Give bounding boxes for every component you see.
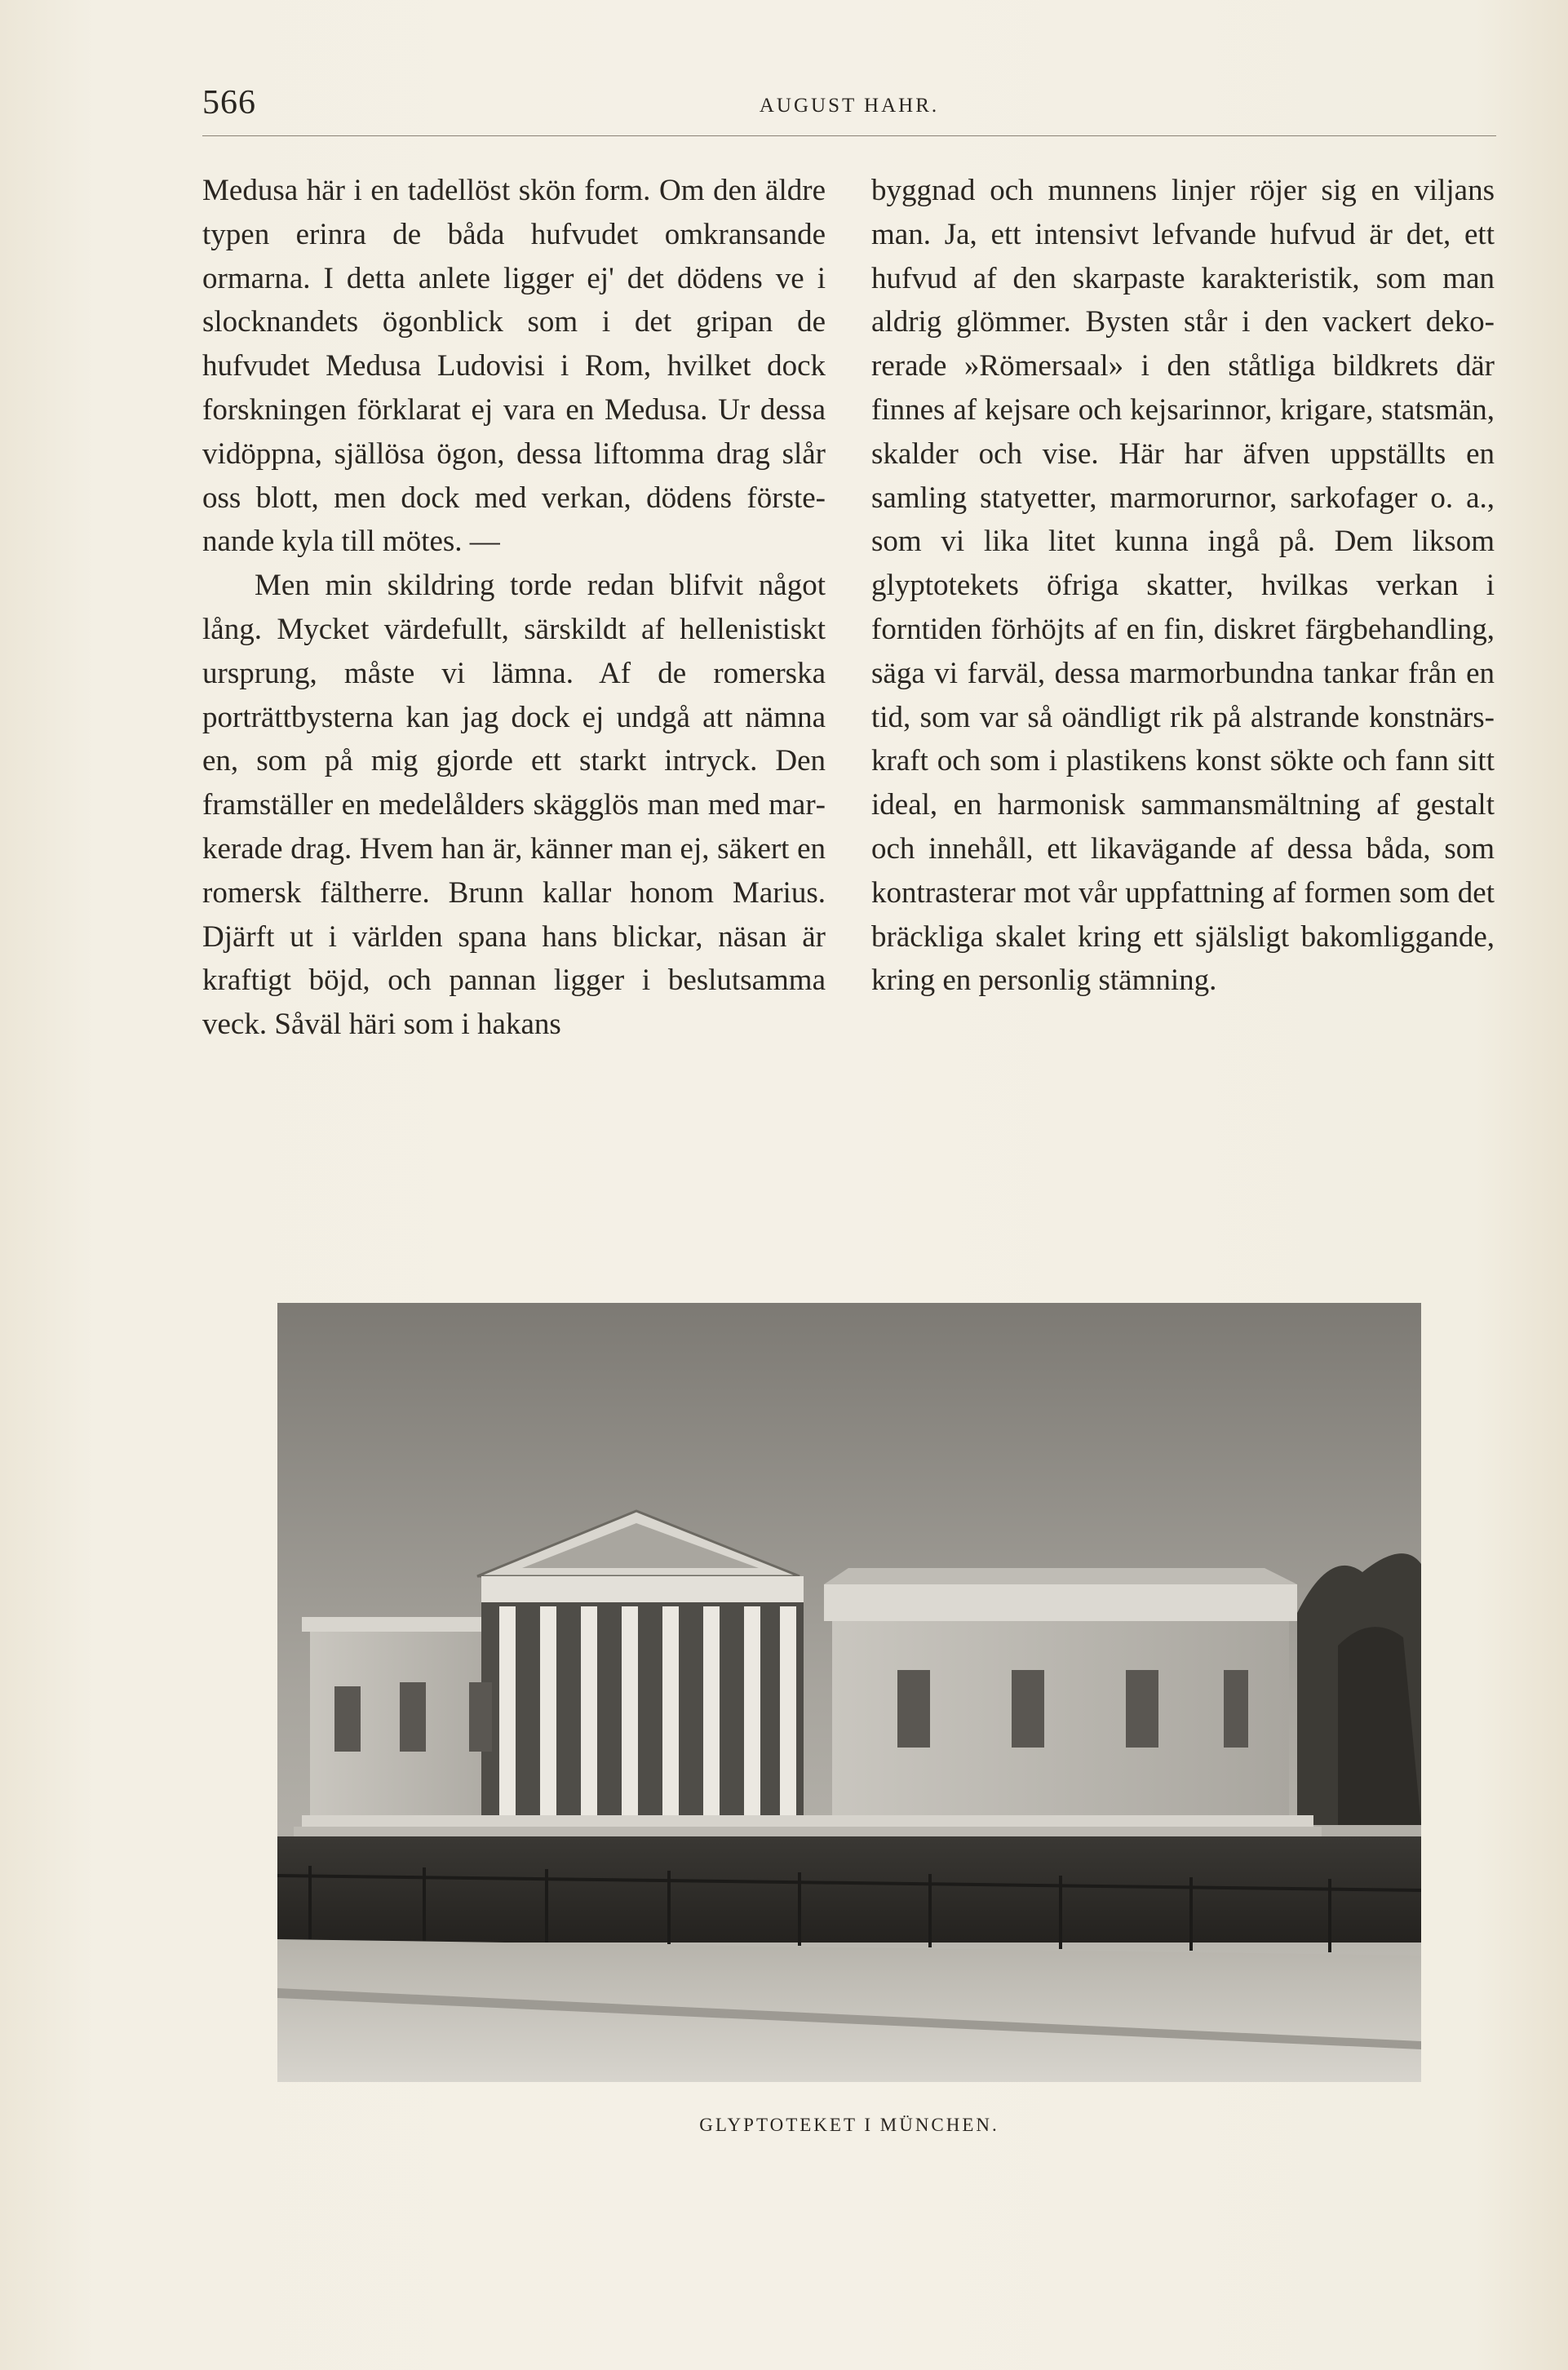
text-column-left — [202, 169, 826, 1047]
building-photograph — [277, 1303, 1421, 2082]
photo-glyptothek — [277, 1303, 1421, 2082]
page-header — [202, 83, 1496, 132]
figure-caption: GLYPTOTEKET I MÜNCHEN. — [699, 2115, 999, 2135]
running-title: AUGUST HAHR. — [759, 95, 940, 117]
text-column-right — [871, 169, 1495, 1003]
paragraph: Men min skildring torde redan blifvit något lång. Mycket värdefullt, särskildt af hellenistiskt ursprung, måste vi lämna. Af de romerska porträttbysterna kan jag dock ej undgå att nämna en, som på mig gjorde ett starkt intryck. Den framställer en medelålders skägglös man med markerade drag. Hvem han är, känner man ej, säkert en romersk fältherre. Brunn kallar honom Marius. Djärft ut i världen spana hans blickar, näsan är kraftigt böjd, och pannan ligger i beslutsamma veck. Såväl häri som i hakans — [202, 569, 826, 1042]
paragraph: byggnad och munnens linjer röjer sig en viljans man. Ja, ett intensivt lefvande hufvud är det, ett hufvud af den skarpaste karakteristik, som man aldrig glömmer. Bysten står i den vackert dekorerade »Römersaal» i den ståtliga bildkrets där finnes af kejsare och kejsarinnor, krigare, statsmän, skalder och vise. Här har äfven uppställts en samling statyetter, marmorurnor, sarkofager o. a., som vi lika litet kunna ingå på. Dem liksom glyptotekets öfriga skatter, hvilkas verkan i forntiden förhöjts af en fin, diskret färgbehandling, säga vi farväl, dessa marmorbundna tankar från en tid, som var så oändligt rik på alstrande konstnärskraft och som i plastikens konst sökte och fann sitt ideal, en harmonisk sammansmältning af gestalt och innehåll, ett likavägande af dessa båda, som kontrasterar mot vår uppfattning af formen som det bräckliga skalet kring ett själsligt bakomliggande, kring en personlig stämning. — [871, 174, 1495, 998]
header-rule — [202, 135, 1496, 136]
paragraph: Medusa här i en tadellöst skön form. Om den äldre typen erinra de båda hufvudet omkransande ormarna. I detta anlete ligger ej' det dödens ve i slocknandets ögonblick som i det gripan de hufvudet Medusa Ludovisi i Rom, hvilket dock forskningen förklarat ej vara en Medusa. Ur dessa vidöppna, själlösa ögon, dessa liftomma drag slår oss blott, men dock med verkan, dödens förstenande kyla till mötes. — — [202, 174, 826, 559]
page-number: 566 — [202, 84, 256, 122]
